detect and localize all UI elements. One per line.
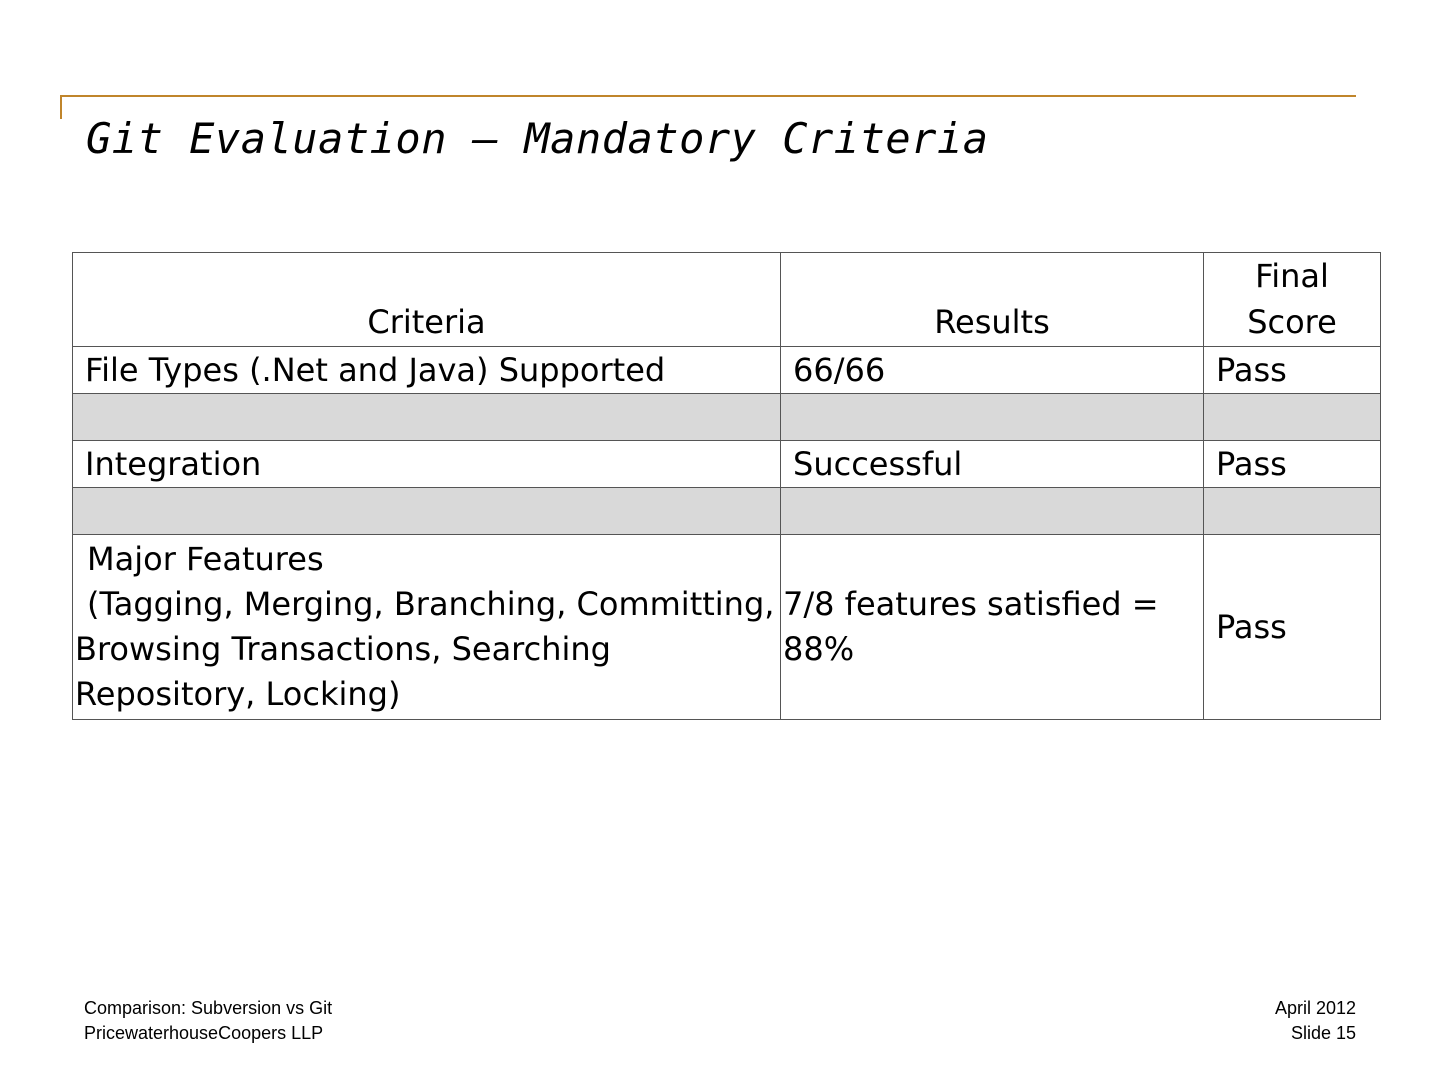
cell-score: Pass bbox=[1204, 441, 1381, 488]
table-header-row bbox=[73, 253, 1381, 347]
cell-criteria: Integration bbox=[73, 441, 781, 488]
results-line: 7/8 features satisfied = bbox=[783, 585, 1159, 623]
cell-results: 66/66 bbox=[781, 347, 1204, 394]
criteria-table bbox=[72, 252, 1381, 720]
column-header-results: Results bbox=[781, 253, 1204, 347]
final-score-header-line-2: Score bbox=[1247, 303, 1337, 341]
footer-company: PricewaterhouseCoopers LLP bbox=[84, 1023, 324, 1043]
cell-results: Successful bbox=[781, 441, 1204, 488]
cell-blank bbox=[73, 394, 781, 441]
cell-blank bbox=[73, 488, 781, 535]
cell-score: Pass bbox=[1204, 347, 1381, 394]
cell-criteria: File Types (.Net and Java) Supported bbox=[73, 347, 781, 394]
criteria-line: Major Features bbox=[87, 540, 324, 578]
footer-slide-number: Slide 15 bbox=[1290, 1023, 1356, 1043]
table-row-blank bbox=[73, 488, 1381, 535]
cell-criteria bbox=[73, 535, 781, 720]
cell-blank bbox=[1204, 488, 1381, 535]
results-line: 88% bbox=[783, 630, 855, 668]
column-header-criteria: Criteria bbox=[73, 253, 781, 347]
footer-date: April 2012 bbox=[1274, 998, 1356, 1018]
criteria-line: Repository, Locking) bbox=[75, 675, 401, 713]
footer-presentation-title: Comparison: Subversion vs Git bbox=[84, 998, 333, 1018]
footer-right bbox=[1275, 996, 1356, 1046]
cell-results bbox=[781, 535, 1204, 720]
cell-blank bbox=[781, 488, 1204, 535]
footer-left bbox=[84, 996, 332, 1046]
criteria-line: Browsing Transactions, Searching bbox=[75, 630, 611, 668]
title-accent-corner bbox=[60, 95, 62, 119]
table-row-blank bbox=[73, 394, 1381, 441]
table-row-major-features bbox=[73, 535, 1381, 720]
cell-blank bbox=[781, 394, 1204, 441]
slide-title: Git Evaluation — Mandatory Criteria bbox=[86, 114, 989, 163]
cell-score: Pass bbox=[1204, 535, 1381, 720]
table-row-integration bbox=[73, 441, 1381, 488]
table-row-file-types bbox=[73, 347, 1381, 394]
cell-blank bbox=[1204, 394, 1381, 441]
title-accent-rule bbox=[60, 95, 1356, 97]
criteria-line: (Tagging, Merging, Branching, Committing, bbox=[87, 585, 775, 623]
column-header-final-score bbox=[1204, 253, 1381, 347]
final-score-header-line-1: Final bbox=[1255, 257, 1329, 295]
